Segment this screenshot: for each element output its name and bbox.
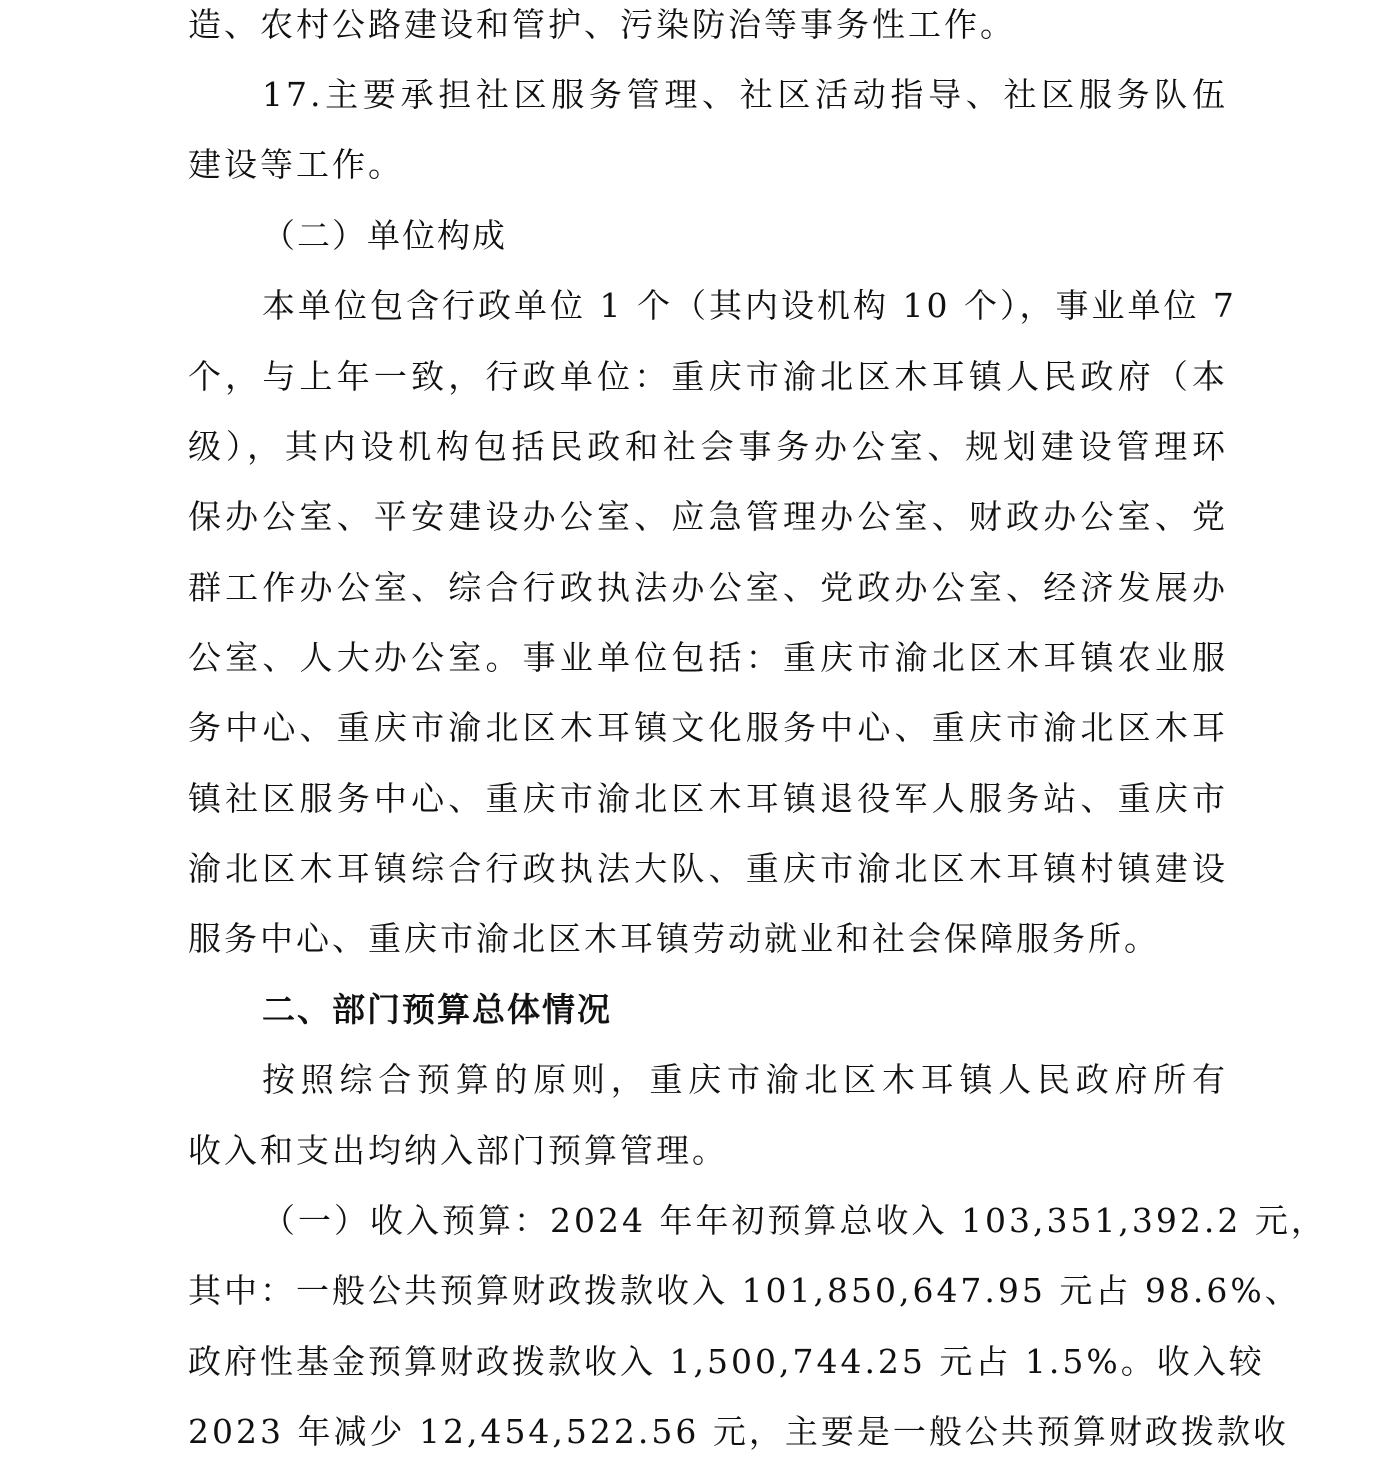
text-line: （一）收入预算：2024 年年初预算总收入 103,351,392.2 元， <box>262 1201 1327 1240</box>
text-line: 个，与上年一致，行政单位：重庆市渝北区木耳镇人民政府（本 <box>188 357 1228 396</box>
text-line: 收入和支出均纳入部门预算管理。 <box>188 1131 728 1170</box>
text-line: 群工作办公室、综合行政执法办公室、党政办公室、经济发展办 <box>188 568 1228 607</box>
text-line: 级），其内设机构包括民政和社会事务办公室、规划建设管理环 <box>188 427 1228 466</box>
text-line: 保办公室、平安建设办公室、应急管理办公室、财政办公室、党 <box>188 497 1228 536</box>
section-subheading: （二）单位构成 <box>262 216 507 255</box>
text-line: 按照综合预算的原则，重庆市渝北区木耳镇人民政府所有 <box>262 1060 1228 1099</box>
text-line: 渝北区木耳镇综合行政执法大队、重庆市渝北区木耳镇村镇建设 <box>188 849 1228 888</box>
text-line: 造、农村公路建设和管护、污染防治等事务性工作。 <box>188 5 1016 44</box>
text-line: 17.主要承担社区服务管理、社区活动指导、社区服务队伍 <box>262 75 1228 114</box>
text-line: 其中：一般公共预算财政拨款收入 101,850,647.95 元占 98.6%、 <box>188 1271 1301 1310</box>
text-line: 政府性基金预算财政拨款收入 1,500,744.25 元占 1.5%。收入较 <box>188 1342 1265 1381</box>
text-line: 2023 年减少 12,454,522.56 元，主要是一般公共预算财政拨款收 <box>188 1412 1289 1451</box>
text-line: 建设等工作。 <box>188 145 404 184</box>
text-line: 服务中心、重庆市渝北区木耳镇劳动就业和社会保障服务所。 <box>188 919 1160 958</box>
text-line: 公室、人大办公室。事业单位包括：重庆市渝北区木耳镇农业服 <box>188 638 1228 677</box>
text-line: 务中心、重庆市渝北区木耳镇文化服务中心、重庆市渝北区木耳 <box>188 708 1228 747</box>
text-line: 镇社区服务中心、重庆市渝北区木耳镇退役军人服务站、重庆市 <box>188 779 1228 818</box>
text-line: 本单位包含行政单位 1 个（其内设机构 10 个），事业单位 7 <box>262 286 1237 325</box>
section-heading: 二、部门预算总体情况 <box>262 990 612 1029</box>
